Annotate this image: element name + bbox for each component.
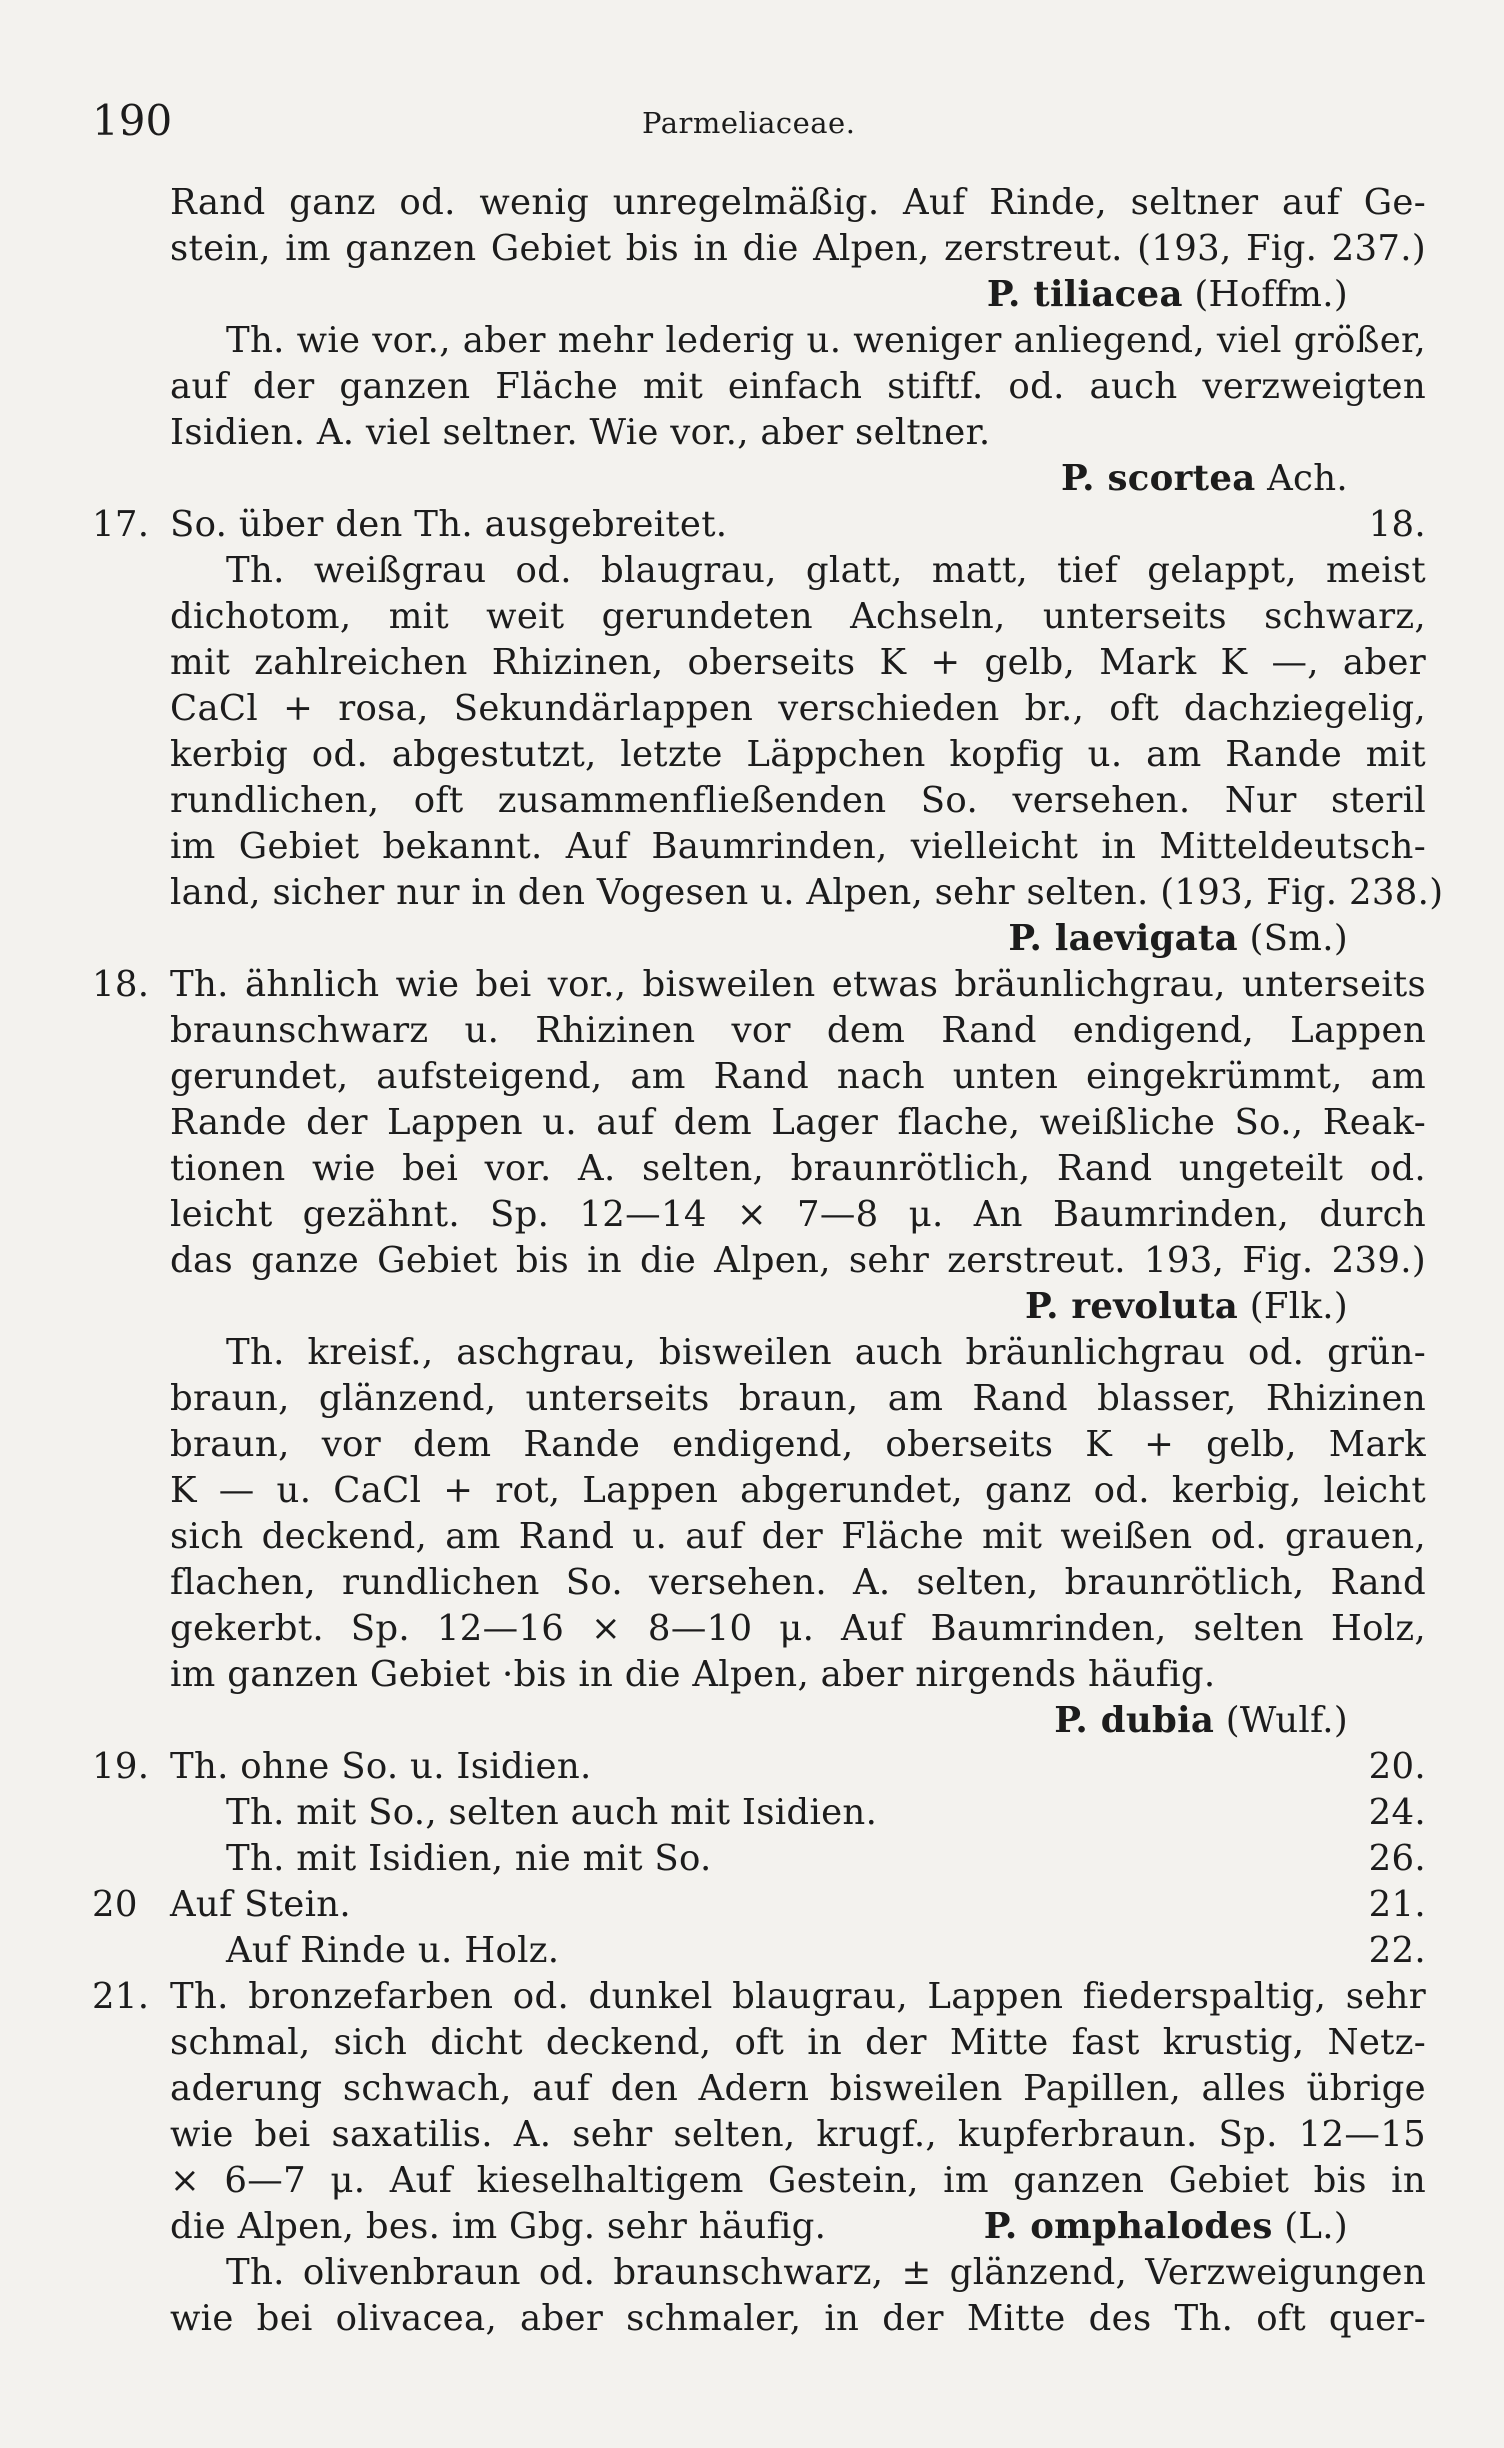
line-text: braun, vor dem Rande endigend, oberseits K + gelb, Mark: [170, 1424, 1426, 1465]
text-line: [0, 1330, 1504, 1376]
text-line: [0, 1514, 1504, 1560]
text-line: [0, 2204, 1504, 2250]
line-text: Th. mit Isidien, nie mit So.: [226, 1838, 712, 1879]
line-text: Th. weißgrau od. blaugrau, glatt, matt, tief gelappt, meist: [226, 550, 1426, 591]
species-name: P. scortea: [1061, 458, 1256, 499]
line-text: gekerbt. Sp. 12—16 × 8—10 μ. Auf Baumrinden, selten Holz,: [170, 1608, 1426, 1649]
text-line: [0, 732, 1504, 778]
text-line: [0, 180, 1504, 226]
species-name: P. dubia: [1054, 1700, 1215, 1741]
text-line: [0, 502, 1504, 548]
line-text: aderung schwach, auf den Adern bisweilen Papillen, alles übrige: [170, 2068, 1426, 2109]
text-line: [0, 1146, 1504, 1192]
line-text: sich deckend, am Rand u. auf der Fläche mit weißen od. grauen,: [170, 1516, 1426, 1557]
text-line: [0, 1376, 1504, 1422]
text-line: [0, 1928, 1504, 1974]
line-text: Th. olivenbraun od. braunschwarz, ± glänzend, Verzweigungen: [226, 2252, 1426, 2293]
text-line: [0, 2066, 1504, 2112]
text-line: [0, 364, 1504, 410]
text-line: [0, 778, 1504, 824]
text-line: [0, 1054, 1504, 1100]
key-number: 17.: [92, 504, 150, 545]
text-line: [0, 1974, 1504, 2020]
line-text: schmal, sich dicht deckend, oft in der Mitte fast krustig, Netz-: [170, 2022, 1426, 2063]
page-body: [0, 180, 1504, 2342]
line-text: wie bei olivacea, aber schmaler, in der Mitte des Th. oft quer-: [170, 2298, 1426, 2339]
text-line: [0, 2020, 1504, 2066]
line-text: kerbig od. abgestutzt, letzte Läppchen kopfig u. am Rande mit: [170, 734, 1426, 775]
species-author: (Sm.): [1249, 918, 1348, 959]
line-text: CaCl + rosa, Sekundärlappen verschieden br., oft dachziegelig,: [170, 688, 1426, 729]
line-text: im ganzen Gebiet ·bis in die Alpen, aber nirgends häufig.: [170, 1654, 1216, 1695]
species-author: (Hoffm.): [1194, 274, 1348, 315]
key-reference: 24.: [1368, 1792, 1426, 1833]
species-name: P. tiliacea: [986, 274, 1183, 315]
text-line: [0, 2250, 1504, 2296]
text-line: [0, 226, 1504, 272]
key-number: 19.: [92, 1746, 150, 1787]
line-text: auf der ganzen Fläche mit einfach stiftf. od. auch verzweigten: [170, 366, 1426, 407]
line-text: Th. mit So., selten auch mit Isidien.: [226, 1792, 878, 1833]
key-reference: 22.: [1368, 1930, 1426, 1971]
line-text: × 6—7 μ. Auf kieselhaltigem Gestein, im ganzen Gebiet bis in: [170, 2160, 1426, 2201]
line-text: Isidien. A. viel seltner. Wie vor., aber seltner.: [170, 412, 991, 453]
line-text: K — u. CaCl + rot, Lappen abgerundet, ganz od. kerbig, leicht: [170, 1470, 1426, 1511]
text-line: [0, 1606, 1504, 1652]
species-author: (Flk.): [1249, 1286, 1348, 1327]
species-line: [0, 1698, 1504, 1744]
species-author: (Wulf.): [1225, 1700, 1348, 1741]
text-line: [0, 1882, 1504, 1928]
line-text: Th. wie vor., aber mehr lederig u. weniger anliegend, viel größer,: [226, 320, 1426, 361]
line-text: wie bei saxatilis. A. sehr selten, krugf., kupferbraun. Sp. 12—15: [170, 2114, 1426, 2155]
text-line: [0, 410, 1504, 456]
key-number: 20: [92, 1884, 138, 1925]
line-text: Auf Rinde u. Holz.: [226, 1930, 560, 1971]
text-line: [0, 824, 1504, 870]
key-reference: 21.: [1368, 1884, 1426, 1925]
line-text: Th. kreisf., aschgrau, bisweilen auch bräunlichgrau od. grün-: [226, 1332, 1426, 1373]
text-line: [0, 2158, 1504, 2204]
species-line: [0, 1284, 1504, 1330]
text-line: [0, 1100, 1504, 1146]
key-reference: 20.: [1368, 1746, 1426, 1787]
text-line: [0, 1744, 1504, 1790]
text-line: [0, 962, 1504, 1008]
line-text: Rande der Lappen u. auf dem Lager flache, weißliche So., Reak-: [170, 1102, 1426, 1143]
key-number: 21.: [92, 1976, 150, 2017]
species-author: Ach.: [1267, 458, 1348, 499]
line-text: tionen wie bei vor. A. selten, braunrötlich, Rand ungeteilt od.: [170, 1148, 1426, 1189]
line-text: gerundet, aufsteigend, am Rand nach unten eingekrümmt, am: [170, 1056, 1426, 1097]
line-text: braunschwarz u. Rhizinen vor dem Rand endigend, Lappen: [170, 1010, 1426, 1051]
species-author: (L.): [1284, 2206, 1348, 2247]
species-inline: [984, 2204, 1348, 2250]
line-text: mit zahlreichen Rhizinen, oberseits K + gelb, Mark K —, aber: [170, 642, 1426, 683]
text-line: [0, 1836, 1504, 1882]
text-line: [0, 1560, 1504, 1606]
line-text: im Gebiet bekannt. Auf Baumrinden, vielleicht in Mitteldeutsch-: [170, 826, 1426, 867]
text-line: [0, 1468, 1504, 1514]
text-line: [0, 318, 1504, 364]
species-line: [0, 272, 1504, 318]
text-line: [0, 594, 1504, 640]
line-text: Th. ähnlich wie bei vor., bisweilen etwas bräunlichgrau, unterseits: [170, 964, 1426, 1005]
text-line: [0, 2112, 1504, 2158]
text-line: [0, 548, 1504, 594]
line-text: Rand ganz od. wenig unregelmäßig. Auf Rinde, seltner auf Ge-: [170, 182, 1426, 223]
text-line: [0, 870, 1504, 916]
line-text: das ganze Gebiet bis in die Alpen, sehr zerstreut. 193, Fig. 239.): [170, 1240, 1426, 1281]
line-text: rundlichen, oft zusammenfließenden So. versehen. Nur steril: [170, 780, 1426, 821]
text-line: [0, 1008, 1504, 1054]
line-text: leicht gezähnt. Sp. 12—14 × 7—8 μ. An Baumrinden, durch: [170, 1194, 1426, 1235]
text-line: [0, 640, 1504, 686]
text-line: [0, 2296, 1504, 2342]
text-line: [0, 1652, 1504, 1698]
line-text: Th. bronzefarben od. dunkel blaugrau, Lappen fiederspaltig, sehr: [170, 1976, 1426, 2017]
line-text: dichotom, mit weit gerundeten Achseln, unterseits schwarz,: [170, 596, 1426, 637]
line-text: So. über den Th. ausgebreitet.: [170, 504, 728, 545]
text-line: [0, 1238, 1504, 1284]
species-line: [0, 456, 1504, 502]
line-text: flachen, rundlichen So. versehen. A. selten, braunrötlich, Rand: [170, 1562, 1426, 1603]
page-header: [92, 96, 1432, 156]
line-text: die Alpen, bes. im Gbg. sehr häufig.: [170, 2206, 827, 2247]
species-line: [0, 916, 1504, 962]
species-name: P. revoluta: [1024, 1286, 1239, 1327]
line-text: stein, im ganzen Gebiet bis in die Alpen, zerstreut. (193, Fig. 237.): [170, 228, 1426, 269]
key-reference: 26.: [1368, 1838, 1426, 1879]
key-number: 18.: [92, 964, 150, 1005]
text-line: [0, 1422, 1504, 1468]
species-name: P. laevigata: [1008, 918, 1238, 959]
line-text: Th. ohne So. u. Isidien.: [170, 1746, 592, 1787]
line-text: Auf Stein.: [170, 1884, 352, 1925]
running-head: Parmeliaceae.: [642, 106, 856, 140]
text-line: [0, 1192, 1504, 1238]
text-line: [0, 686, 1504, 732]
species-name: P. omphalodes: [983, 2206, 1273, 2247]
text-line: [0, 1790, 1504, 1836]
line-text: braun, glänzend, unterseits braun, am Rand blasser, Rhizinen: [170, 1378, 1426, 1419]
line-text: land, sicher nur in den Vogesen u. Alpen, sehr selten. (193, Fig. 238.): [170, 872, 1444, 913]
key-reference: 18.: [1368, 504, 1426, 545]
page-number: 190: [92, 96, 173, 145]
